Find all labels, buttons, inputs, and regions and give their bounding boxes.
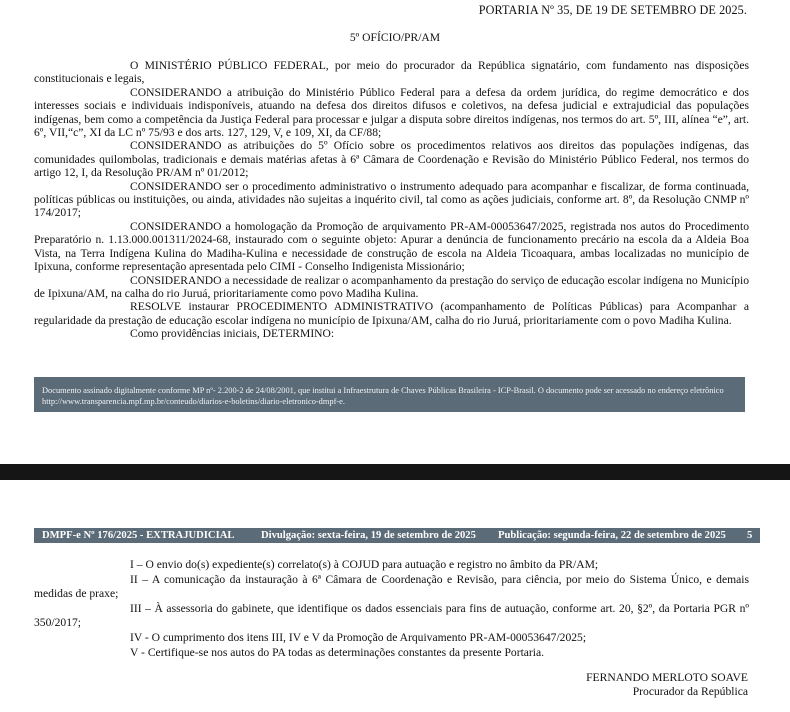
paragraph-resolve: RESOLVE instaurar PROCEDIMENTO ADMINISTRATIVO (acompanhamento de Políticas Públicas) para Acompanhar a regularidade da prestação de educação escolar indígena no município de Ipixuna/AM, calha do rio Juruá, prioritariamente com o povo Madiha Kulina. <box>34 300 749 327</box>
dmpf-divulgacao: Divulgação: sexta-feira, 19 de setembro de 2025 <box>261 530 476 541</box>
page-separator <box>0 464 790 480</box>
digital-signature-notice: Documento assinado digitalmente conforme MP nº- 2.200-2 de 24/08/2001, que institui a Infraestrutura de Chaves Públicas Brasileira - ICP-Brasil. O documento pode ser acessado no endereço eletrônico http://www.transparencia.mpf.mp.br/conteudo/diarios-e-boletins/diario-eletronico-dmpf-e. <box>34 377 745 412</box>
determination-items <box>34 558 749 662</box>
paragraph-considerando-5: CONSIDERANDO a necessidade de realizar o acompanhamento da prestação do serviço de educação escolar indígena no Município de Ipixuna/AM, na calha do rio Juruá, prioritariamente como povo Madiha Kulina. <box>34 273 749 300</box>
paragraph-intro: O MINISTÉRIO PÚBLICO FEDERAL, por meio do procurador da República signatário, com fundamento nas disposições constitucionais e legais, <box>34 59 749 86</box>
document-body <box>34 59 749 341</box>
item-v: V - Certifique-se nos autos do PA todas as determinações constantes da presente Portaria. <box>130 646 545 660</box>
item-iii: III – À assessoria do gabinete, que identifique os dados essenciais para fins de autuação, conforme art. 20, §2º, da Portaria PGR nº 350/2017; <box>34 602 749 629</box>
dmpf-edition: DMPF-e Nº 176/2025 - EXTRAJUDICIAL <box>42 530 235 541</box>
item-ii: II – A comunicação da instauração à 6ª Câmara de Coordenação e Revisão, para ciência, por meio do Sistema Único, e demais medidas de praxe; <box>34 573 749 600</box>
paragraph-determino: Como providências iniciais, DETERMINO: <box>130 327 335 341</box>
item-iv: IV - O cumprimento dos itens III, IV e V da Promoção de Arquivamento PR-AM-00053647/2025; <box>130 631 587 645</box>
dmpf-publicacao: Publicação: segunda-feira, 22 de setembro de 2025 <box>498 530 726 541</box>
office-heading: 5º OFÍCIO/PR/AM <box>349 31 441 44</box>
paragraph-considerando-4: CONSIDERANDO a homologação da Promoção de arquivamento PR-AM-00053647/2025, registrada nos autos do Procedimento Preparatório n. 1.13.000.001311/2024-68, instaurado com o seguinte objeto: Apurar a denúncia de funcionamento precário na escola da a Aldeia Boa Vista, na Terra Indígena Kulina do Madiha-Kulina e necessidade de construção de escola na Aldeia Ticoaquara, ambas localizadas no município de Ipixuna, conforme representação apresentada pelo CIMI - Conselho Indigenista Missionário; <box>34 219 749 274</box>
item-i: I – O envio do(s) expediente(s) correlato(s) à COJUD para autuação e registro no âmbito da PR/AM; <box>130 558 599 571</box>
dmpf-page-number: 5 <box>747 530 753 541</box>
page-bottom <box>0 480 790 712</box>
paragraph-considerando-2: CONSIDERANDO as atribuições do 5º Ofício sobre os procedimentos relativos aos direitos das populações indígenas, das comunidades quilombolas, tradicionais e demais matérias afetas à 6ª Câmara de Coordenação e Revisão do Ministério Público Federal, nos termos do artigo 12, I, da Resolução PR/AM nº 01/2012; <box>34 139 749 180</box>
signer-name: FERNANDO MERLOTO SOAVE <box>586 671 748 684</box>
paragraph-considerando-1: CONSIDERANDO a atribuição do Ministério Público Federal para a defesa da ordem jurídica, do regime democrático e dos interesses sociais e individuais indisponíveis, atuando na defesa dos direitos difusos e coletivos, na defesa judicial e extrajudicial das populações indígenas, bem como a competência da Justiça Federal para processar e julgar a disputa sobre direitos indígenas, nos termos do art. 5º, III, alínea “e”, art. 6º, VII,“c”, XI da LC nº 75/93 e dos arts. 127, 129, V, e 109, XI, da CF/88; <box>34 85 749 140</box>
portaria-title: PORTARIA Nº 35, DE 19 DE SETEMBRO DE 2025. <box>478 3 747 17</box>
dmpf-header-bar <box>34 528 760 543</box>
signer-role: Procurador da República <box>632 685 748 698</box>
paragraph-considerando-3: CONSIDERANDO ser o procedimento administrativo o instrumento adequado para acompanhar e fiscalizar, de forma continuada, políticas públicas ou instituições, ou ainda, atividades não sujeitas a inquérito civil, tal como as ações judiciais, conforme art. 8º, da Resolução CNMP nº 174/2017; <box>34 179 749 220</box>
